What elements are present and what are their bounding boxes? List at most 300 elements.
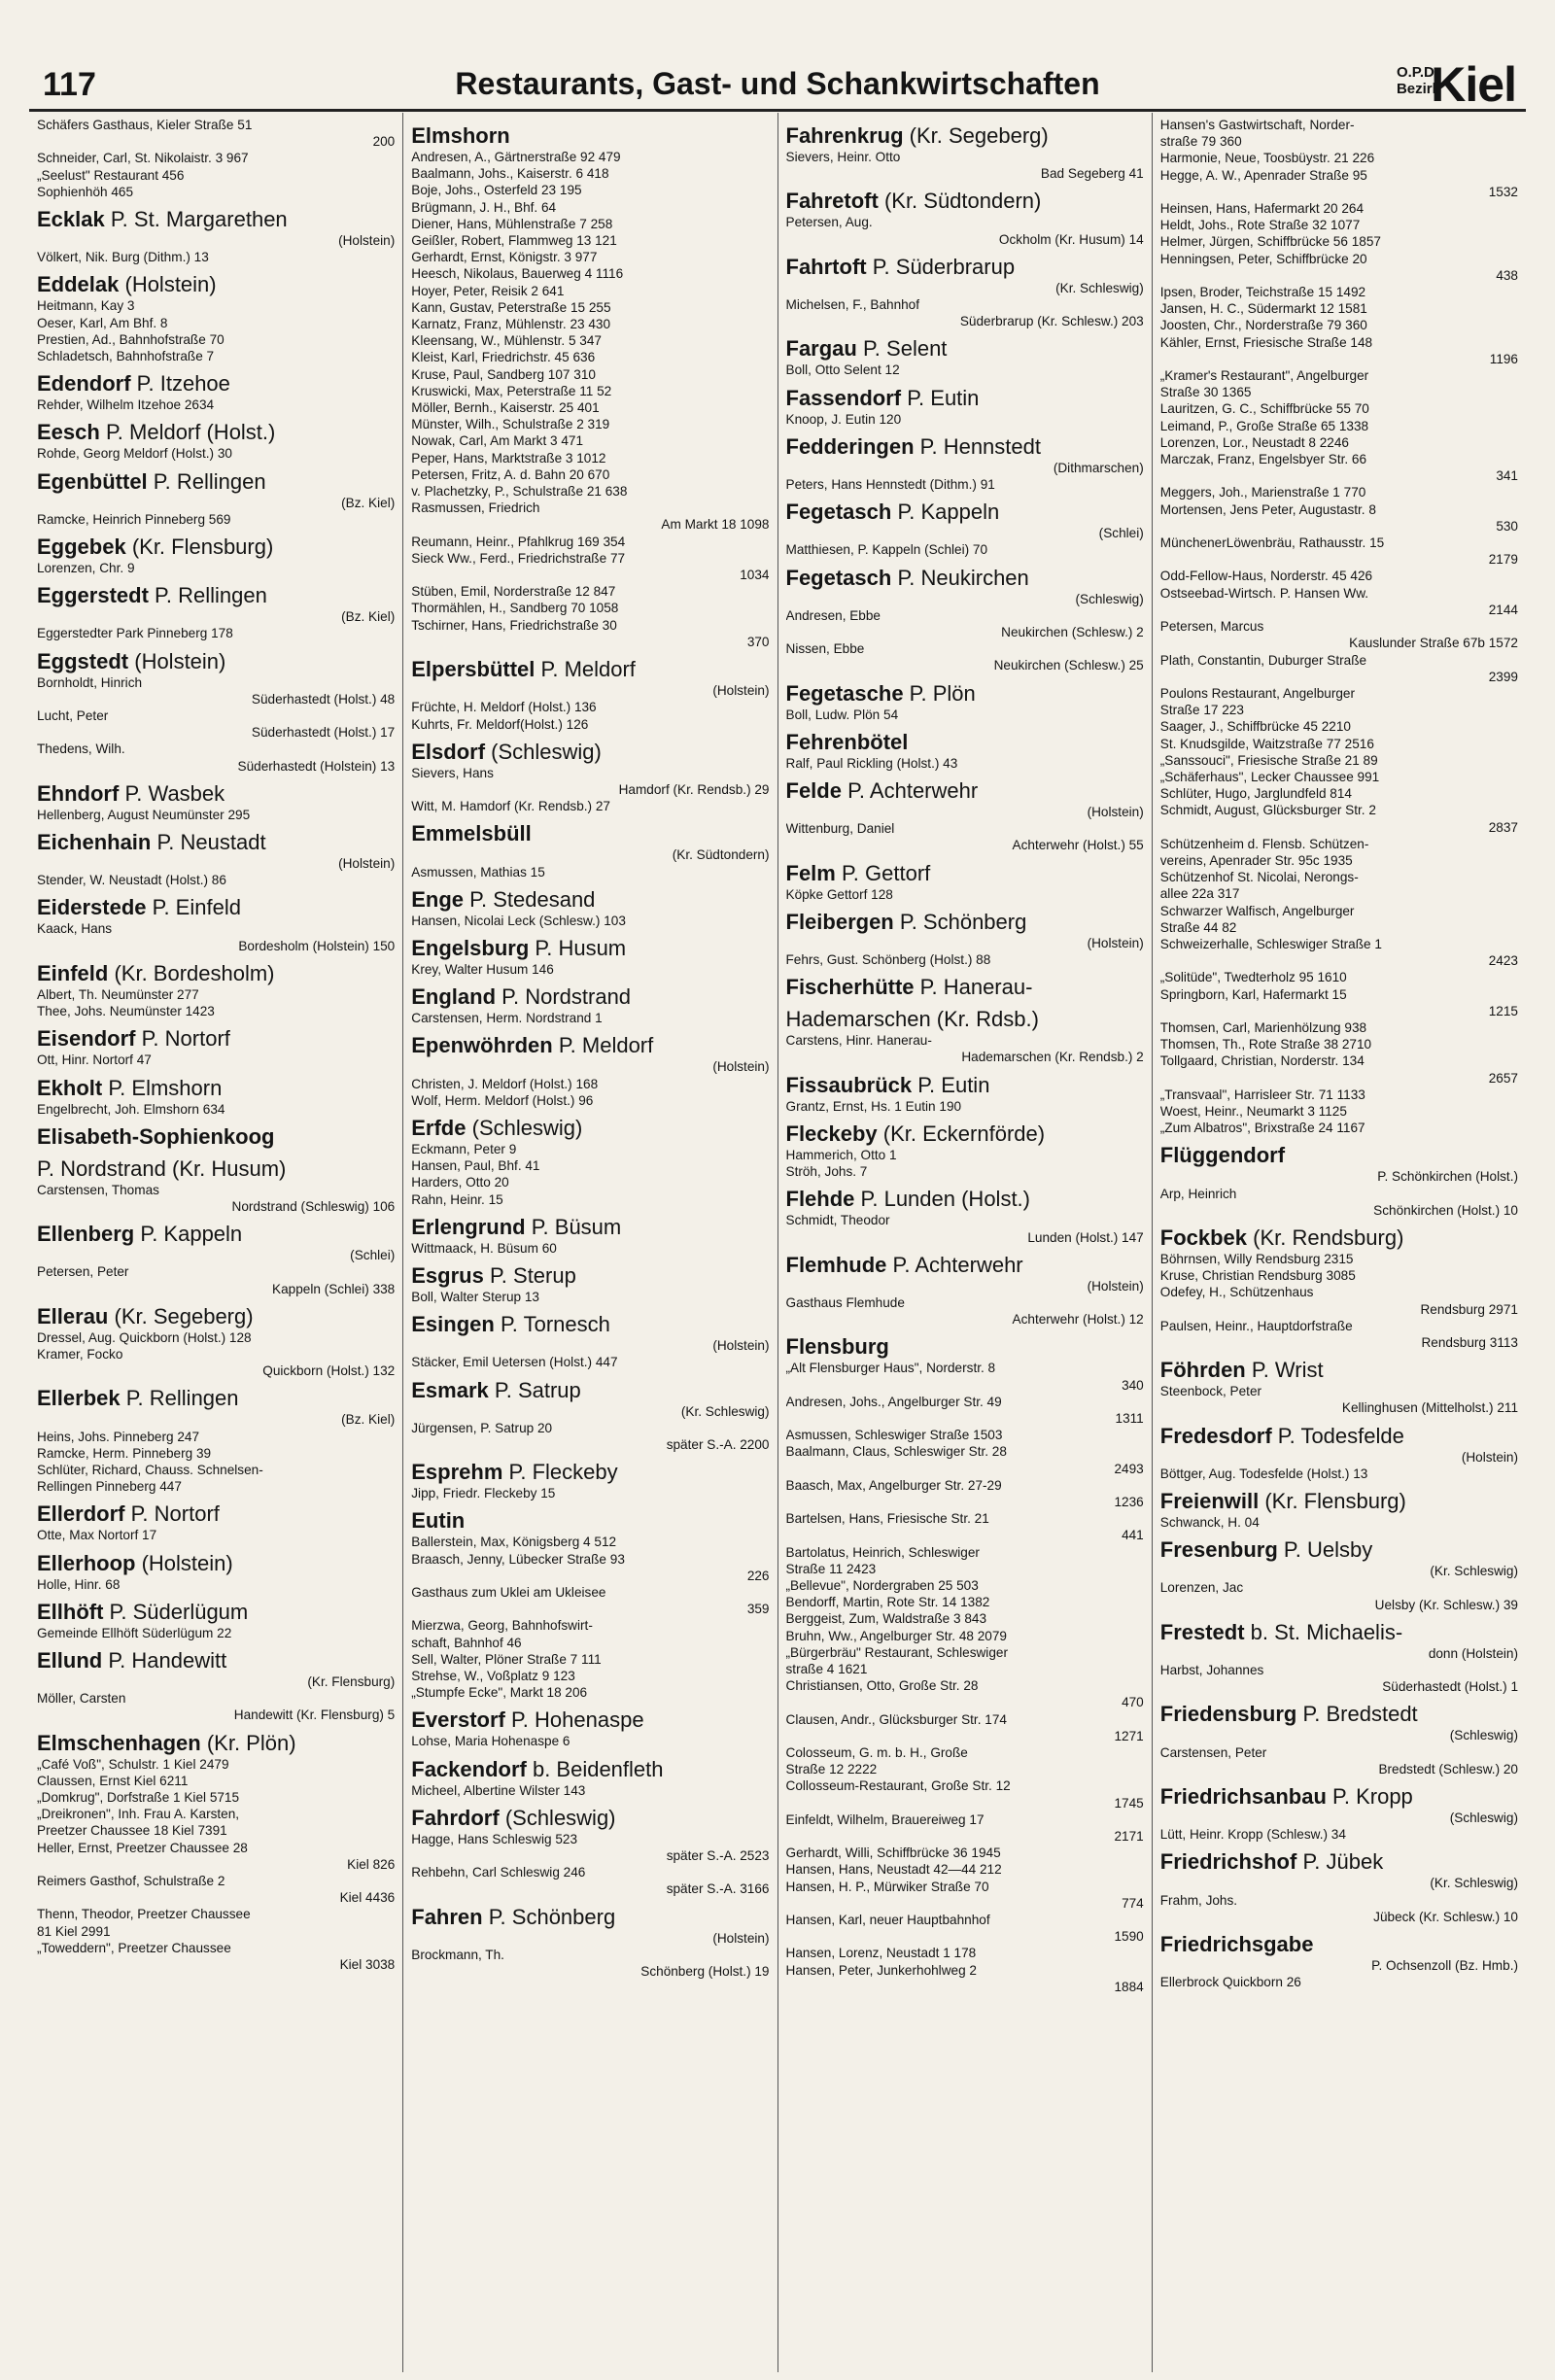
place-name: Ecklak — [37, 207, 105, 232]
listing-line: Thomsen, Th., Rote Straße 38 2710 — [1159, 1037, 1372, 1052]
listing-line: Kruse, Paul, Sandberg 107 310 — [411, 366, 596, 382]
listing-line: Lütt, Heinr. Kropp (Schlesw.) 34 — [1159, 1827, 1346, 1843]
place-name: Flensburg — [785, 1334, 889, 1360]
place-postal-info: (Holstein) — [135, 1550, 233, 1575]
listing-line: Hansen, Paul, Bhf. 41 — [411, 1158, 540, 1174]
listing-line: Hoyer, Peter, Reisik 2 641 — [411, 283, 565, 298]
listing-line: Wittmaack, H. Büsum 60 — [411, 1240, 557, 1256]
listing-line: Boje, Johs., Osterfeld 23 195 — [411, 183, 582, 198]
listing-line: Kappeln (Schlei) 338 — [272, 1281, 396, 1296]
place-heading — [1160, 1619, 1518, 1645]
place-heading — [411, 1459, 769, 1485]
place-postal-info: P. Rellingen — [148, 583, 267, 608]
listing-line: 1745 — [1114, 1795, 1144, 1811]
listing-line: schaft, Bahnhof 46 — [411, 1635, 522, 1650]
listing-line: „Domkrug", Dorfstraße 1 Kiel 5715 — [37, 1789, 240, 1805]
listing-line: Straße 11 2423 — [785, 1561, 877, 1576]
listing-line: vereins, Apenrader Str. 95c 1935 — [1159, 852, 1353, 868]
place-heading — [411, 935, 769, 961]
place-heading — [411, 820, 769, 846]
place-heading — [37, 1385, 395, 1411]
listing-line: 1236 — [1114, 1494, 1144, 1509]
place-postal-info: P. Neustadt — [151, 830, 266, 855]
place-name: Engelsburg — [411, 935, 530, 960]
listing-line: 438 — [1496, 267, 1518, 283]
listing-line: Harders, Otto 20 — [411, 1175, 509, 1190]
place-postal-info: P. Kappeln — [891, 500, 1000, 525]
listing-line: Woest, Heinr., Neumarkt 3 1125 — [1159, 1103, 1347, 1119]
listing-line: (Kr. Schleswig) — [1055, 280, 1144, 295]
listing-line: allee 22a 317 — [1159, 886, 1240, 902]
listing-line: St. Knudsgilde, Waitzstraße 77 2516 — [1159, 736, 1374, 751]
listing-line: Christiansen, Otto, Große Str. 28 — [785, 1678, 979, 1694]
place-postal-info: P. Todesfelde — [1271, 1423, 1404, 1448]
place-name: Flemhude — [785, 1252, 887, 1277]
place-heading — [1160, 1783, 1518, 1810]
listing-line: Claussen, Ernst Kiel 6211 — [37, 1773, 189, 1788]
place-postal-info: P. Jübek — [1296, 1849, 1384, 1875]
place-name: Einfeld — [37, 960, 109, 985]
place-postal-info: P. Lunden (Holst.) — [854, 1187, 1030, 1212]
place-heading — [1160, 1701, 1518, 1727]
listing-line: (Kr. Flensburg) — [307, 1673, 396, 1689]
listing-line: Hansen, Hans, Neustadt 42—44 212 — [785, 1862, 1002, 1878]
place-name: Erfde — [411, 1115, 466, 1140]
place-heading — [1160, 1142, 1518, 1168]
listing-line: P. Ochsenzoll (Bz. Hmb.) — [1371, 1958, 1518, 1974]
place-name: Egenbüttel — [37, 468, 148, 494]
place-heading — [37, 1500, 395, 1527]
listing-line: Eggerstedter Park Pinneberg 178 — [37, 626, 233, 641]
place-postal-info: P. Handewitt — [102, 1647, 227, 1673]
listing-line: (Schlei) — [350, 1248, 396, 1263]
place-heading — [786, 729, 1144, 755]
listing-line: 441 — [1122, 1528, 1144, 1543]
listing-line: 1884 — [1114, 1979, 1144, 1994]
listing-line: Arp, Heinrich — [1159, 1186, 1237, 1201]
listing-line: (Holstein) — [1087, 805, 1144, 820]
place-name: Eiderstede — [37, 895, 147, 920]
place-postal-info: P. Stedesand — [464, 886, 596, 912]
listing-line: (Holstein) — [338, 856, 396, 872]
place-name: Frestedt — [1159, 1619, 1245, 1644]
listing-line: Einfeldt, Wilhelm, Brauereiweg 17 — [785, 1811, 985, 1827]
place-heading — [37, 419, 395, 445]
place-name: Ellerbek — [37, 1386, 121, 1411]
place-postal-info: P. Nortorf — [135, 1026, 230, 1052]
place-heading — [786, 565, 1144, 591]
listing-line: Rehbehn, Carl Schleswig 246 — [411, 1865, 586, 1880]
listing-line: donn (Holstein) — [1428, 1645, 1518, 1661]
place-name: Eesch — [37, 420, 100, 445]
listing-line: Preetzer Chaussee 18 Kiel 7391 — [37, 1823, 227, 1839]
listing-line: 2179 — [1488, 552, 1518, 568]
listing-line: (Holstein) — [1087, 935, 1144, 950]
place-name: Flehde — [785, 1187, 855, 1212]
listing-line: Kramer, Focko — [37, 1346, 123, 1362]
listing-line: Schönberg (Holst.) 19 — [640, 1964, 770, 1980]
place-postal-info: (Kr. Rendsburg) — [1247, 1225, 1404, 1250]
listing-line: 81 Kiel 2991 — [37, 1923, 111, 1939]
listing-line: 2837 — [1488, 819, 1518, 835]
place-name: Elpersbüttel — [411, 657, 536, 682]
listing-line: (Bz. Kiel) — [341, 495, 396, 510]
listing-line: Kleensang, W., Mühlenstr. 5 347 — [411, 333, 602, 349]
listing-line: „Bellevue", Nordergraben 25 503 — [785, 1577, 979, 1593]
listing-line: Köpke Gettorf 128 — [785, 886, 893, 902]
place-heading — [37, 1550, 395, 1576]
place-postal-info: (Schleswig) — [499, 1805, 616, 1830]
listing-line: Kähler, Ernst, Friesische Straße 148 — [1159, 334, 1373, 350]
listing-line: Reimers Gasthof, Schulstraße 2 — [37, 1873, 225, 1888]
listing-line: Ipsen, Broder, Teichstraße 15 1492 — [1159, 285, 1366, 300]
listing-line: Böttger, Aug. Todesfelde (Holst.) 13 — [1159, 1466, 1368, 1481]
place-postal-info: P. Rellingen — [120, 1386, 239, 1411]
listing-line: Brockmann, Th. — [411, 1947, 504, 1962]
place-heading — [786, 1072, 1144, 1098]
listing-line: Wittenburg, Daniel — [785, 821, 895, 837]
place-postal-info: P. Einfeld — [146, 895, 241, 920]
place-heading — [37, 648, 395, 674]
place-heading — [37, 829, 395, 855]
listing-line: Asmussen, Schleswiger Straße 1503 — [785, 1428, 1003, 1443]
listing-line: Schmidt, Theodor — [785, 1213, 890, 1228]
listing-line: Matthiesen, P. Kappeln (Schlei) 70 — [785, 542, 988, 558]
place-name: Fahretoft — [785, 189, 879, 214]
listing-line: Heins, Johs. Pinneberg 247 — [37, 1429, 200, 1444]
listing-line: Heller, Ernst, Preetzer Chaussee 28 — [37, 1840, 248, 1855]
listing-line: 2171 — [1114, 1829, 1144, 1844]
listing-line: „Solitüde", Twedterholz 95 1610 — [1159, 970, 1347, 985]
listing-line: Süderhastedt (Holstein) 13 — [237, 758, 396, 774]
listing-line: Christen, J. Meldorf (Holst.) 168 — [411, 1076, 599, 1091]
listing-line: Steenbock, Peter — [1159, 1384, 1262, 1399]
place-name: Ehndorf — [37, 780, 120, 806]
place-heading — [786, 385, 1144, 411]
listing-line: Lorenzen, Jac — [1159, 1580, 1244, 1596]
listing-line: später S.-A. 2200 — [666, 1436, 770, 1452]
place-postal-info: b. St. Michaelis- — [1244, 1619, 1403, 1644]
listing-line: MünchenerLöwenbräu, Rathausstr. 15 — [1159, 535, 1385, 551]
place-heading — [786, 909, 1144, 935]
place-name: Friedrichshof — [1159, 1849, 1297, 1875]
listing-line: (Schleswig) — [1449, 1728, 1518, 1743]
place-postal-info: P. Satrup — [488, 1377, 581, 1402]
listing-line: Schmidt, August, Glücksburger Str. 2 — [1159, 803, 1376, 818]
listing-line: (Schleswig) — [1075, 591, 1144, 606]
place-name: Esingen — [411, 1312, 495, 1337]
place-heading — [786, 860, 1144, 886]
listing-line: (Holstein) — [1461, 1449, 1518, 1465]
listing-line: (Holstein) — [1087, 1278, 1144, 1293]
page-title: Restaurants, Gast- und Schankwirtschaften — [455, 66, 1100, 101]
listing-line: Sieck Ww., Ferd., Friedrichstraße 77 — [411, 550, 626, 566]
place-heading — [1160, 1848, 1518, 1875]
city-name: Kiel — [1431, 57, 1516, 112]
listing-line: 470 — [1122, 1695, 1144, 1710]
place-postal-info: P. Elmshorn — [102, 1075, 223, 1100]
place-heading — [411, 122, 769, 149]
listing-line: (Holstein) — [712, 683, 770, 699]
place-name: Epenwöhrden — [411, 1033, 553, 1058]
place-name: Ellerdorf — [37, 1501, 125, 1527]
listing-line: Poulons Restaurant, Angelburger — [1159, 685, 1356, 701]
listing-line: „Toweddern", Preetzer Chaussee — [37, 1940, 231, 1955]
place-postal-info: (Kr. Bordesholm) — [108, 960, 275, 985]
bezirk-label: Bezirk — [1396, 81, 1440, 97]
listing-line: Carstensen, Herm. Nordstrand 1 — [411, 1011, 603, 1026]
listing-line: (Bz. Kiel) — [341, 609, 396, 625]
listing-line: Clausen, Andr., Glücksburger Str. 174 — [785, 1711, 1007, 1727]
listing-line: Colosseum, G. m. b. H., Große — [785, 1744, 968, 1760]
listing-line: Lucht, Peter — [37, 708, 109, 724]
listing-line: 370 — [746, 634, 770, 649]
listing-line: Rendsburg 2971 — [1420, 1301, 1518, 1317]
place-name: England — [411, 984, 497, 1010]
column-3 — [778, 113, 1153, 2372]
listing-line: Carstensen, Thomas — [37, 1182, 159, 1197]
listing-line: Ramcke, Herm. Pinneberg 39 — [37, 1445, 212, 1461]
place-postal-info: P. Achterwehr — [841, 778, 979, 804]
listing-line: Rendsburg 3113 — [1421, 1335, 1518, 1351]
listing-line: Marczak, Franz, Engelsbyer Str. 66 — [1159, 452, 1367, 467]
listing-line: Schönkirchen (Holst.) 10 — [1373, 1202, 1518, 1218]
place-postal-info: (Holstein) — [119, 272, 217, 297]
place-name: Eggstedt — [37, 648, 129, 673]
listing-line: Joosten, Chr., Norderstraße 79 360 — [1159, 318, 1367, 333]
listing-line: Karnatz, Franz, Mühlenstr. 23 430 — [411, 317, 611, 332]
place-name: Fehrenbötel — [785, 729, 909, 754]
place-heading — [37, 1647, 395, 1673]
place-heading — [37, 468, 395, 495]
listing-line: Ellerbrock Quickborn 26 — [1159, 1975, 1301, 1990]
listing-line: „Transvaal", Harrisleer Str. 71 1133 — [1159, 1087, 1365, 1102]
listing-line: Bredstedt (Schlesw.) 20 — [1378, 1761, 1518, 1776]
listing-line: Kauslunder Straße 67b 1572 — [1349, 636, 1518, 651]
listing-line: Peper, Hans, Marktstraße 3 1012 — [411, 450, 606, 466]
listing-line: Sophienhöh 465 — [37, 184, 134, 199]
listing-line: Leimand, P., Große Straße 65 1338 — [1159, 418, 1369, 433]
place-postal-info: P. Meldorf — [552, 1033, 654, 1058]
place-postal-info: P. Husum — [529, 935, 627, 960]
place-name: Eisendorf — [37, 1026, 136, 1052]
listing-line: Dressel, Aug. Quickborn (Holst.) 128 — [37, 1329, 252, 1345]
listing-line: Strehse, W., Voßplatz 9 123 — [411, 1669, 575, 1683]
place-heading — [37, 1123, 395, 1150]
listing-line: Baasch, Max, Angelburger Str. 27-29 — [785, 1477, 1002, 1493]
listing-line: Gemeinde Ellhöft Süderlügum 22 — [37, 1625, 232, 1640]
listing-line: Stüben, Emil, Norderstraße 12 847 — [411, 584, 616, 600]
listing-line: Hellenberg, August Neumünster 295 — [37, 807, 251, 822]
place-postal-info: P. Neukirchen — [891, 565, 1029, 590]
listing-line: „Stumpfe Ecke", Markt 18 206 — [411, 1685, 588, 1701]
place-heading — [786, 335, 1144, 362]
listing-line: Stender, W. Neustadt (Holst.) 86 — [37, 873, 226, 888]
place-heading — [411, 1262, 769, 1289]
place-heading — [37, 1221, 395, 1247]
place-heading — [411, 1507, 769, 1534]
place-heading — [786, 433, 1144, 460]
listing-line: Petersen, Peter — [37, 1264, 129, 1280]
listing-line: Möller, Carsten — [37, 1691, 126, 1707]
listing-line: Uelsby (Kr. Schlesw.) 39 — [1374, 1597, 1518, 1612]
listing-line: Boll, Ludw. Plön 54 — [785, 707, 899, 722]
place-name: Ellerau — [37, 1303, 109, 1328]
listing-line: Am Markt 18 1098 — [661, 517, 770, 533]
listing-line: Kleist, Karl, Friedrichstr. 45 636 — [411, 350, 596, 365]
place-postal-info: P. Rellingen — [147, 468, 266, 494]
listing-line: Achterwehr (Holst.) 12 — [1012, 1312, 1144, 1328]
listing-line: Gasthaus Flemhude — [785, 1294, 905, 1310]
place-heading — [411, 1377, 769, 1403]
listing-line: später S.-A. 2523 — [666, 1848, 770, 1864]
listing-line: Hademarschen (Kr. Rendsb.) 2 — [961, 1050, 1144, 1065]
place-postal-info: (Kr. Plön) — [200, 1730, 296, 1755]
listing-line: Collosseum-Restaurant, Große Str. 12 — [785, 1778, 1011, 1794]
place-name: Fissaubrück — [785, 1072, 913, 1097]
place-name: Elmschenhagen — [37, 1730, 201, 1755]
listing-line: Thomsen, Carl, Marienhölzung 938 — [1159, 1019, 1367, 1035]
place-name: Fedderingen — [785, 433, 915, 459]
listing-line: Asmussen, Mathias 15 — [411, 864, 545, 880]
listing-line: Hansen, Nicolai Leck (Schlesw.) 103 — [411, 913, 626, 928]
place-name: Freienwill — [1159, 1489, 1260, 1514]
listing-line: Fehrs, Gust. Schönberg (Holst.) 88 — [785, 952, 991, 968]
listing-line: Kiel 3038 — [339, 1957, 396, 1972]
place-name: Eggerstedt — [37, 583, 149, 608]
listing-line: Kuhrts, Fr. Meldorf(Holst.) 126 — [411, 716, 589, 732]
listing-line: Micheel, Albertine Wilster 143 — [411, 1782, 586, 1798]
place-heading — [411, 1904, 769, 1930]
place-postal-info: (Kr. Eckernförde) — [877, 1121, 1046, 1146]
place-postal-info: P. Gettorf — [835, 860, 931, 885]
listing-line: Michelsen, F., Bahnhof — [785, 297, 920, 313]
place-name: Ellenberg — [37, 1222, 135, 1247]
listing-line: (Schleswig) — [1449, 1811, 1518, 1826]
listing-line: Lorenzen, Chr. 9 — [37, 561, 135, 576]
place-postal-info: P. Achterwehr — [886, 1252, 1023, 1277]
listing-line: (Bz. Kiel) — [341, 1412, 396, 1428]
place-postal-info: P. Eutin — [901, 385, 980, 410]
listing-line: Hagge, Hans Schleswig 523 — [411, 1831, 578, 1846]
listing-line: Schneider, Carl, St. Nikolaistr. 3 967 — [37, 151, 249, 166]
place-name: Fischerhütte — [785, 975, 915, 1000]
place-heading — [37, 534, 395, 560]
listing-line: v. Plachetzky, P., Schulstraße 21 638 — [411, 484, 628, 500]
listing-line: „Bürgerbräu" Restaurant, Schleswiger — [785, 1644, 1008, 1660]
listing-line: Schäfers Gasthaus, Kieler Straße 51 — [37, 118, 253, 132]
opd-label: O.P.D. — [1396, 64, 1439, 81]
listing-line: „Schäferhaus", Lecker Chaussee 991 — [1159, 769, 1380, 784]
listing-line: Albert, Th. Neumünster 277 — [37, 986, 199, 1002]
listing-line: Heesch, Nikolaus, Bauerweg 4 1116 — [411, 266, 624, 282]
place-name: Fahrdorf — [411, 1805, 500, 1830]
place-postal-info: P. Plön — [903, 680, 976, 706]
place-heading — [1160, 1224, 1518, 1251]
listing-line: 341 — [1496, 468, 1518, 484]
listing-line: Achterwehr (Holst.) 55 — [1012, 838, 1144, 853]
listing-line: (Schlei) — [1098, 526, 1144, 541]
listing-line: (Kr. Südtondern) — [672, 847, 770, 863]
listing-line: Bornholdt, Hinrich — [37, 674, 143, 690]
place-postal-info: P. Süderlügum — [103, 1599, 249, 1624]
place-heading — [37, 1730, 395, 1756]
listing-line: Süderhastedt (Holst.) 1 — [1382, 1679, 1518, 1695]
listing-line: Heitmann, Kay 3 — [37, 298, 135, 314]
page-number: 117 — [43, 66, 96, 103]
listing-line: Sievers, Heinr. Otto — [785, 150, 901, 164]
listing-line: Stäcker, Emil Uetersen (Holst.) 447 — [411, 1355, 618, 1370]
place-heading — [37, 1599, 395, 1625]
listing-line: Hansen, Lorenz, Neustadt 1 178 — [785, 1946, 977, 1961]
listing-line: straße 79 360 — [1159, 134, 1242, 150]
place-postal-info: P. Hohenaspe — [504, 1707, 644, 1733]
place-postal-info: P. Nordstrand — [496, 984, 632, 1010]
place-name: Fackendorf — [411, 1756, 527, 1781]
listing-line: Lauritzen, G. C., Schiffbrücke 55 70 — [1159, 401, 1369, 417]
place-heading — [786, 1333, 1144, 1360]
listing-line: „Alt Flensburger Haus", Norderstr. 8 — [785, 1361, 996, 1376]
listing-line: Süderhastedt (Holst.) 48 — [251, 691, 396, 707]
listing-line: Ockholm (Kr. Husum) 14 — [998, 231, 1144, 247]
place-name: Friedensburg — [1159, 1702, 1297, 1727]
place-name: Emmelsbüll — [411, 821, 532, 846]
listing-line: Bad Segeberg 41 — [1040, 166, 1144, 182]
listing-line: (Dithmarschen) — [1053, 460, 1144, 475]
listing-line: Hansen, Peter, Junkerhohlweg 2 — [785, 1962, 977, 1978]
listing-line: 2493 — [1114, 1461, 1144, 1476]
listing-line: Diener, Hans, Mühlenstraße 7 258 — [411, 216, 613, 231]
listing-line: Peters, Hans Hennstedt (Dithm.) 91 — [785, 477, 995, 493]
place-name: Edendorf — [37, 371, 131, 397]
listing-line: 200 — [372, 134, 396, 150]
listing-line: Kruse, Christian Rendsburg 3085 — [1159, 1268, 1356, 1284]
listing-line: Sievers, Hans — [411, 765, 494, 780]
place-heading — [786, 1186, 1144, 1212]
place-name: Eichenhain — [37, 830, 152, 855]
place-name: Friedrichsgabe — [1159, 1932, 1314, 1957]
place-postal-info: P. Sterup — [483, 1262, 576, 1288]
place-name: Fahrtoft — [785, 254, 867, 279]
listing-line: Kaack, Hans — [37, 921, 113, 937]
listing-line: Harbst, Johannes — [1159, 1663, 1264, 1678]
listing-line: Ostseebad-Wirtsch. P. Hansen Ww. — [1159, 585, 1369, 601]
listing-line: Ballerstein, Max, Königsberg 4 512 — [411, 1535, 617, 1550]
place-postal-info: P. Uelsby — [1277, 1537, 1373, 1563]
place-postal-info: P. Tornesch — [494, 1312, 610, 1337]
listing-line: Schlüter, Richard, Chauss. Schnelsen- — [37, 1462, 263, 1477]
listing-line: Völkert, Nik. Burg (Dithm.) 13 — [37, 250, 209, 265]
listing-line: 1034 — [740, 568, 770, 583]
listing-line: Petersen, Aug. — [785, 215, 873, 230]
listing-line: Kellinghusen (Mittelholst.) 211 — [1341, 1400, 1518, 1416]
place-postal-info: P. Wrist — [1245, 1358, 1324, 1383]
listing-line: (Kr. Schleswig) — [680, 1403, 770, 1419]
listing-line: 1271 — [1114, 1728, 1144, 1743]
listing-line: 2423 — [1488, 953, 1518, 969]
place-heading — [411, 886, 769, 913]
listing-line: Engelbrecht, Joh. Elmshorn 634 — [37, 1101, 225, 1117]
place-postal-info: P. Schönberg — [482, 1904, 616, 1929]
listing-line: (Kr. Schleswig) — [1430, 1564, 1518, 1579]
listing-line: Kiel 4436 — [339, 1890, 396, 1906]
listing-line: Nordstrand (Schleswig) 106 — [231, 1198, 396, 1214]
listing-line: 2144 — [1488, 602, 1518, 617]
place-postal-info: Hademarschen (Kr. Rdsb.) — [785, 1007, 1039, 1032]
listing-line: Helmer, Jürgen, Schiffbrücke 56 1857 — [1159, 234, 1381, 250]
listing-line: Straße 17 223 — [1159, 703, 1244, 718]
listing-line: Straße 44 82 — [1159, 919, 1237, 935]
